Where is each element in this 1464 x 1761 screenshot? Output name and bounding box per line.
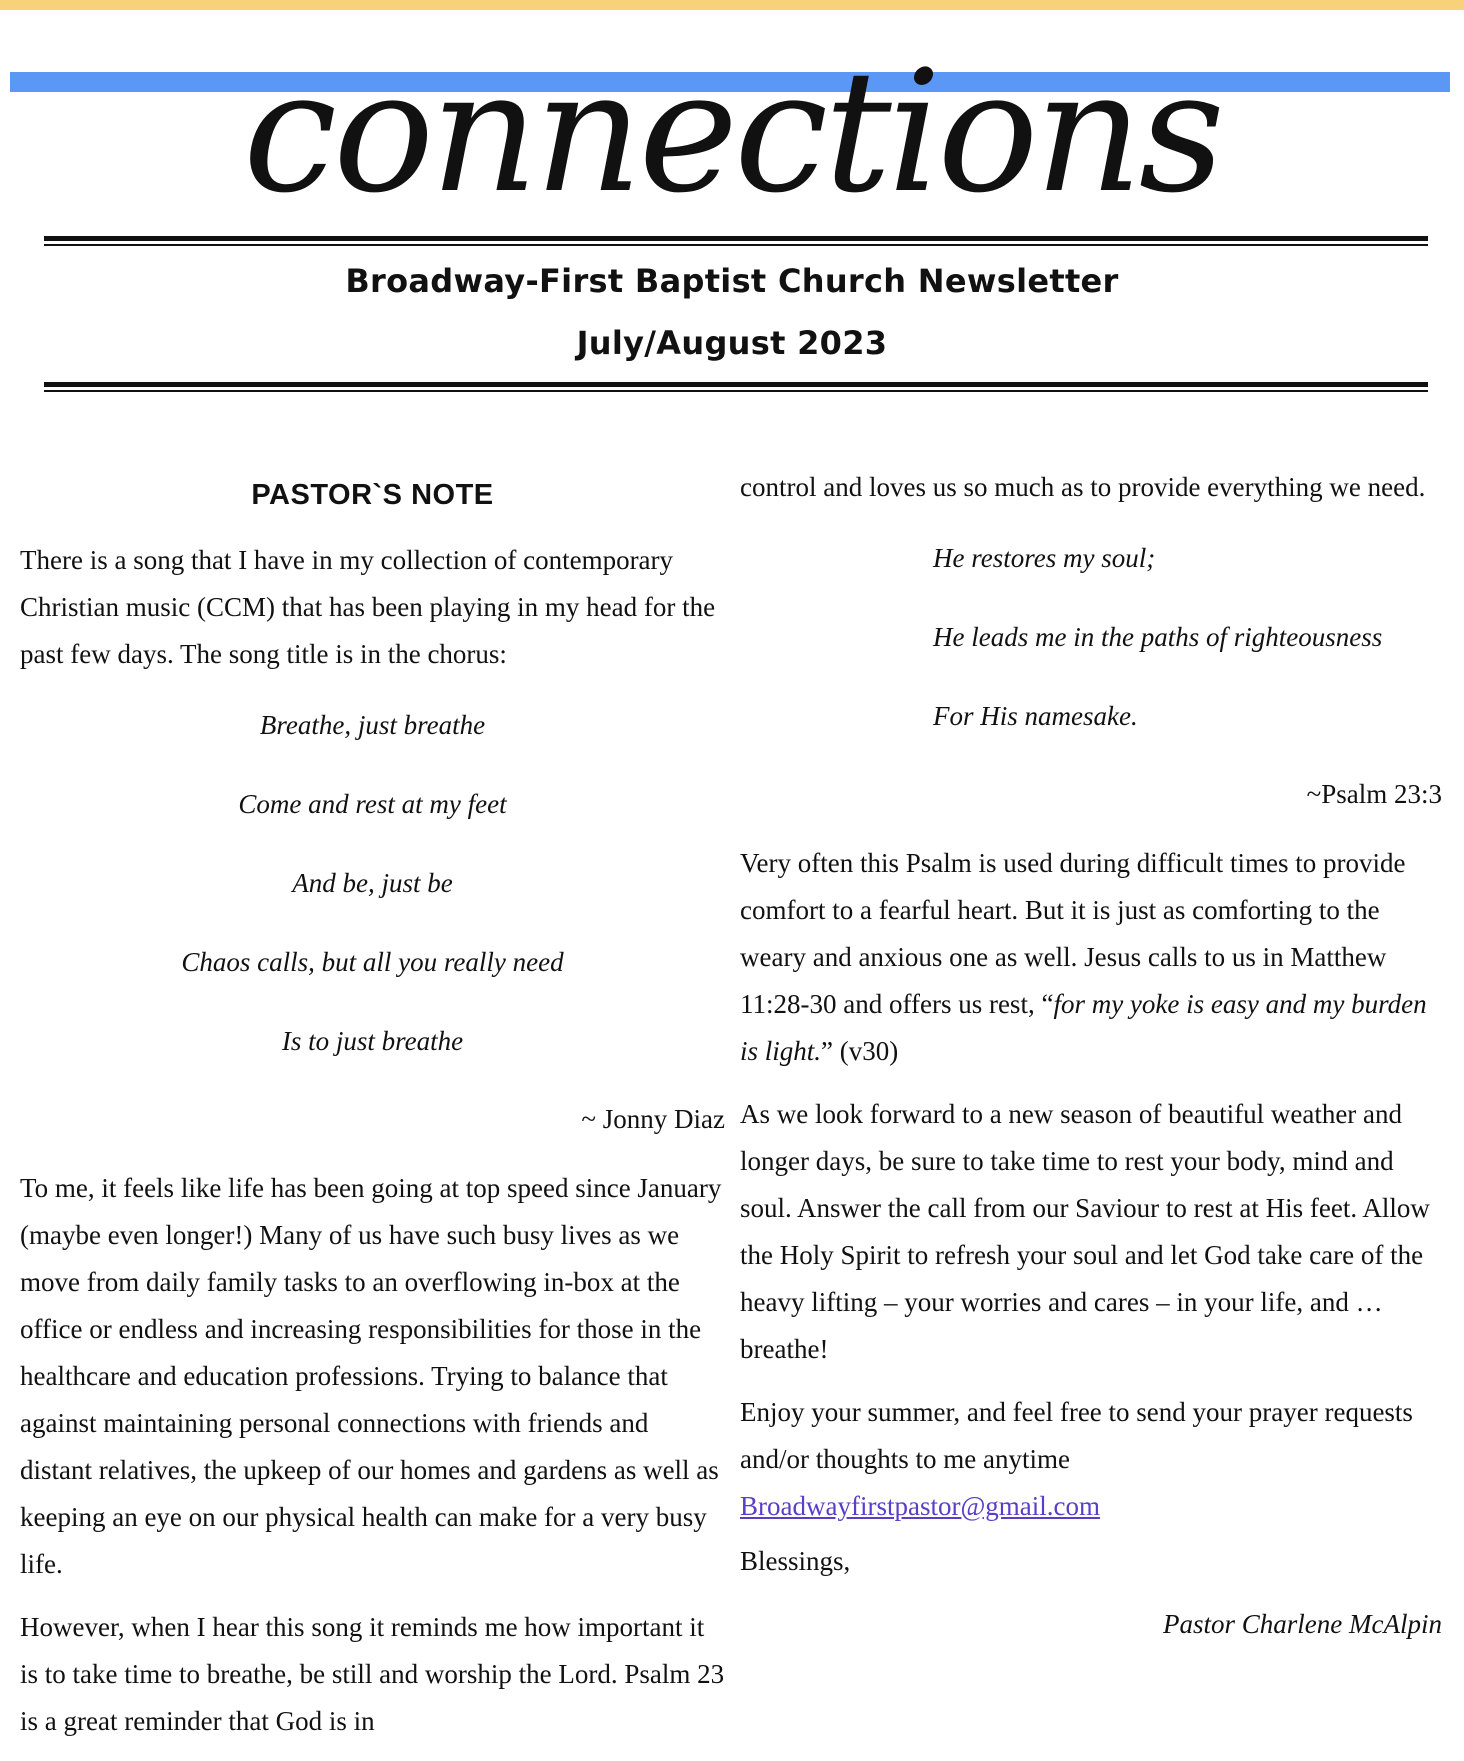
- header-rule-top: [44, 236, 1428, 246]
- signature: Pastor Charlene McAlpin: [1163, 1609, 1442, 1639]
- psalm-line: He leads me in the paths of righteousness: [933, 622, 1383, 652]
- song-line: And be, just be: [292, 868, 453, 898]
- masthead: [0, 30, 1464, 215]
- left-column: [20, 460, 725, 1761]
- newsletter-title: Broadway-First Baptist Church Newsletter: [345, 262, 1119, 300]
- closing: Blessings,: [740, 1546, 851, 1576]
- song-attribution: ~ Jonny Diaz: [581, 1104, 725, 1134]
- body-paragraph: However, when I hear this song it reminds me how important it is to take time to breathe, be still and worship the Lord. Psalm 23 is a great reminder that God is in: [20, 1612, 725, 1736]
- right-column: [740, 464, 1442, 1664]
- body-paragraph-continued: control and loves us so much as to provide everything we need.: [740, 472, 1426, 502]
- body-paragraph: [740, 840, 1442, 1075]
- song-line: Chaos calls, but all you really need: [181, 947, 564, 977]
- song-lyrics: [20, 694, 725, 1073]
- para4-italic: for my yoke is easy and my burden is light.: [740, 989, 1427, 1066]
- psalm-line: He restores my soul;: [933, 543, 1156, 573]
- body-paragraph: [740, 1389, 1442, 1530]
- psalm-quote: [740, 527, 1442, 748]
- song-line: Is to just breathe: [281, 1026, 464, 1056]
- section-heading: PASTOR`S NOTE: [251, 479, 494, 511]
- song-line: Come and rest at my feet: [238, 789, 507, 819]
- masthead-title: connections: [243, 34, 1221, 215]
- para4-text: Very often this Psalm is used during difficult times to provide comfort to a fearful heart. But it is just as comforting to the weary and anxious one as well. Jesus calls to us in Matthew 11:28-30 and offers us rest, “: [740, 848, 1406, 1019]
- psalm-line: For His namesake.: [933, 701, 1138, 731]
- header-rule-bottom: [44, 382, 1428, 392]
- body-paragraph: As we look forward to a new season of beautiful weather and longer days, be sure to take time to rest your body, mind and soul. Answer the call from our Saviour to rest at His feet. Allow the Holy Spirit to refresh your soul and let God take care of the heavy lifting – your worries and cares – in your life, and … breathe!: [740, 1099, 1430, 1364]
- para4-end: ” (v30): [821, 1036, 899, 1066]
- newsletter-date: July/August 2023: [576, 324, 888, 362]
- prayer-request-text: Enjoy your summer, and feel free to send your prayer requests and/or thoughts to me anytime: [740, 1397, 1413, 1474]
- song-line: Breathe, just breathe: [259, 710, 486, 740]
- intro-paragraph: There is a song that I have in my collection of contemporary Christian music (CCM) that has been playing in my head for the past few days. The song title is in the chorus:: [20, 545, 716, 669]
- top-accent-bar: [0, 0, 1464, 10]
- pastor-email-link[interactable]: Broadwayfirstpastor@gmail.com: [740, 1491, 1101, 1521]
- psalm-attribution: ~Psalm 23:3: [1306, 779, 1442, 809]
- body-paragraph: To me, it feels like life has been going at top speed since January (maybe even longer!) Many of us have such busy lives as we move from daily family tasks to an overflowing in-box at the office or endless and increasing responsibilities for those in the healthcare and education professions. Trying to balance that against maintaining personal connections with friends and distant relatives, the upkeep of our homes and gardens as well as keeping an eye on our physical health can make for a very busy life.: [20, 1173, 722, 1579]
